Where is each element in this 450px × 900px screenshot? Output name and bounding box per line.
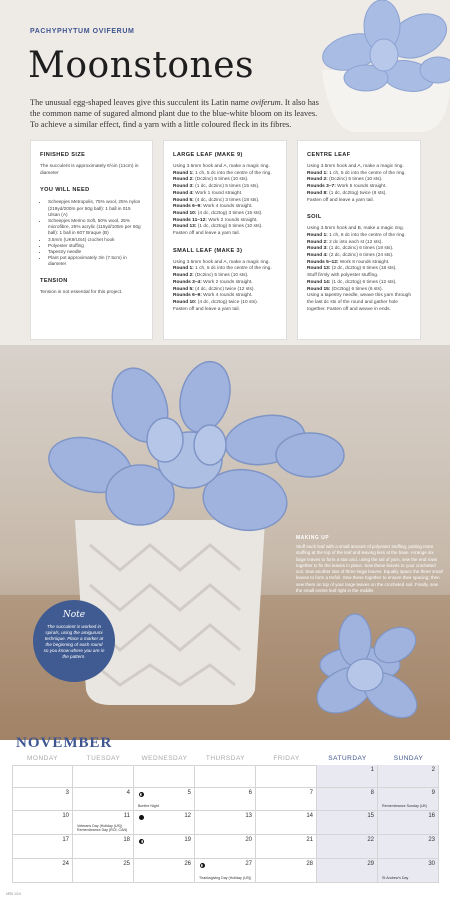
- calendar-event: Bonfire Night: [138, 804, 159, 808]
- full-moon-icon: [200, 863, 205, 868]
- day-number: 30: [428, 861, 435, 867]
- round-line: Round 14: (1 dc, dc2tog) 6 times (12 sts).: [307, 279, 397, 285]
- day-number: 4: [126, 790, 130, 796]
- round-line: Rounds 3–4: Work 2 rounds straight.: [173, 279, 253, 285]
- list-item: • Scheepjes Merino Soft, 50% wool, 25% microfibre, 25% acrylic (115yd/105m per 50g ball): 1 ball in 607 Braque (B): [48, 218, 143, 237]
- calendar-day-cell: [378, 765, 439, 788]
- calendar-day-cell: [12, 811, 73, 835]
- instruction-line: Using 3.5mm hook and A, make a magic ring.: [173, 259, 270, 265]
- calendar-day-cell: [378, 811, 439, 835]
- calendar-day-cell: [73, 811, 134, 835]
- small-leaf-heading: SMALL LEAF (MAKE 3): [173, 247, 243, 254]
- calendar: [0, 735, 450, 900]
- day-number: 12: [184, 813, 191, 819]
- calendar-day-cell: [378, 859, 439, 883]
- round-line: Round 10: (4 dc, dc2tog) twice (10 sts).: [173, 299, 259, 305]
- instruction-line: Using 3.5mm hook and A, make a magic ring.: [307, 164, 404, 169]
- round-line: Round 2: (Dc2inc) 5 times (10 sts).: [173, 273, 249, 279]
- note-title: Note: [62, 610, 86, 620]
- round-line: Round 4: Work 1 round straight.: [173, 190, 243, 196]
- weekday-header: WEDNESDAY: [141, 755, 188, 762]
- calendar-day-cell: [12, 859, 73, 883]
- day-number: 24: [62, 861, 69, 867]
- intro-paragraph: The unusual egg-shaped leaves give this succulent its Latin name oviferum. It also has the common name of sugared almond plant due to the blue-white bloom on its leaves. To achieve a similar effect, find a yarn with a little coloured fleck in its fibres.: [30, 98, 319, 130]
- day-number: 25: [123, 861, 130, 867]
- page-footer: NR0 1/24: [6, 892, 21, 896]
- day-number: 3: [65, 790, 69, 796]
- round-line: Round 2: (Dc2inc) 5 times (10 sts).: [307, 177, 383, 183]
- weekday-header: SATURDAY: [328, 755, 367, 762]
- instruction-line: Fasten off and leave a yarn tail.: [307, 197, 374, 203]
- making-up-text: Stuff each leaf with a small amount of polyester stuffing, putting more stuffing at the top of the leaf and leaving less at the base. Arrange six large leaves to form a star and, using the tail of yarn, sew the end rows together to fix the leaves in place. Sew these leaves to your crocheted soil. Sew another star of three large leaves. Equally space the three small leaves to form a trefoil. Sew these together to ensure their spacing; then sew them on top of your large leaves on the crocheted soil. Finally, sew the small centre leaf right in the middle.: [296, 544, 443, 594]
- last-quarter-moon-icon: [139, 792, 144, 797]
- calendar-day-cell: [256, 835, 317, 859]
- day-number: 27: [245, 861, 252, 867]
- round-line: Rounds 6–9: Work 4 rounds straight.: [173, 204, 253, 210]
- succulent-pot-image: [300, 0, 450, 135]
- materials-list: [40, 199, 143, 267]
- calendar-month: NOVEMBER: [16, 735, 113, 751]
- calendar-event: Veterans Day (Holiday (US)) Remembrance Day (ROI, CAN): [77, 824, 128, 832]
- species-name: PACHYPHYTUM OVIFERUM: [30, 28, 135, 35]
- round-line: Rounds 6–9: Work 4 rounds straight.: [173, 293, 253, 299]
- day-number: 8: [370, 790, 374, 796]
- finished-size-heading: FINISHED SIZE: [40, 152, 86, 158]
- centre-soil-card: [297, 140, 421, 340]
- making-up-heading: MAKING UP: [296, 535, 330, 541]
- day-number: 11: [123, 813, 130, 819]
- calendar-event: Remembrance Sunday (UK): [382, 804, 428, 808]
- day-number: 21: [306, 837, 313, 843]
- calendar-day-cell: [195, 835, 256, 859]
- note-badge: [33, 600, 115, 682]
- calendar-day-cell: [134, 835, 195, 859]
- round-line: Round 13: (2 dc, dc2tog) 6 times (18 sts).: [307, 266, 397, 272]
- round-line: Round 2: (Dc2inc) 5 times (10 sts).: [173, 177, 249, 183]
- tension-text: Tension is not essential for this project.: [40, 289, 123, 295]
- round-line: Round 2: 2 dc into each st (12 sts).: [307, 239, 383, 245]
- list-item: • Scheepjes Metropolis, 75% wool, 25% nylon (219yd/200m per 50g ball): 1 ball in 015 Ulsan (A): [48, 199, 143, 218]
- calendar-day-cell: [317, 811, 378, 835]
- calendar-day-cell: [195, 859, 256, 883]
- list-item: • 3.5mm (UK9/US4) crochet hook: [48, 237, 143, 243]
- day-number: 29: [367, 861, 374, 867]
- calendar-day-cell: [134, 788, 195, 811]
- first-quarter-moon-icon: [139, 839, 144, 844]
- list-item: • Plant pot approximately 3in (7.5cm) in diameter: [48, 255, 143, 267]
- note-text: The succulent is worked in spirals, using the amigurumi technique. Place a marker at the beginning of each round so you know where you are in the pattern.: [43, 624, 105, 659]
- round-line: Round 1: 1 ch, 6 dc into the centre of the ring.: [307, 232, 406, 238]
- instruction-line: Fasten off and leave a yarn tail.: [173, 231, 240, 237]
- round-line: Round 3: (1 dc, dc2inc) 5 times (15 sts).: [173, 184, 260, 190]
- day-number: 14: [306, 813, 313, 819]
- tension-heading: TENSION: [40, 277, 68, 284]
- round-line: Rounds 11–12: Work 2 rounds straight.: [173, 217, 258, 223]
- round-line: Rounds 3–7: Work 5 rounds straight.: [307, 184, 387, 190]
- day-number: 7: [309, 790, 313, 796]
- soil-heading: SOIL: [307, 214, 322, 221]
- day-number: 23: [428, 837, 435, 843]
- instruction-line: Using 3.5mm hook and B, make a magic ring.: [307, 226, 405, 232]
- instruction-line: Fasten off and leave a yarn tail.: [173, 306, 240, 312]
- calendar-day-cell: [256, 765, 317, 788]
- calendar-day-cell: [134, 859, 195, 883]
- calendar-day-cell: [195, 765, 256, 788]
- calendar-day-cell: [317, 765, 378, 788]
- finished-size-text: The succulent is approximately 6½in (11cm) in diameter: [40, 164, 139, 176]
- round-line: Round 5: (4 dc, dc2inc) twice (12 sts).: [173, 286, 255, 292]
- day-number: 28: [306, 861, 313, 867]
- calendar-day-cell: [256, 811, 317, 835]
- instruction-line: Using a tapestry needle, weave this yarn through the last dc sts of the round and gather hole together. Fasten off and weave in ends.: [307, 293, 411, 312]
- calendar-day-cell: [134, 811, 195, 835]
- making-up-section: [296, 535, 444, 594]
- centre-leaf-heading: CENTRE LEAF: [307, 152, 351, 158]
- instruction-line: Stuff firmly with polyester stuffing.: [307, 273, 379, 279]
- list-item: • Tapestry needle: [48, 249, 143, 255]
- instruction-line: Using 3.5mm hook and A, make a magic ring.: [173, 164, 270, 169]
- calendar-day-cell: [195, 811, 256, 835]
- round-line: Rounds 5–12: Work 8 rounds straight.: [307, 259, 390, 265]
- round-line: Round 15: (Dc2tog) 6 times (6 sts).: [307, 286, 383, 292]
- day-number: 16: [428, 813, 435, 819]
- day-number: 15: [367, 813, 374, 819]
- round-line: Round 4: (2 dc, dc2inc) 6 times (24 sts).: [307, 253, 394, 259]
- list-item: • Polyester stuffing: [48, 243, 143, 249]
- large-leaf-heading: LARGE LEAF (MAKE 9): [173, 152, 243, 158]
- calendar-event: Thanksgiving Day (Holiday (US)): [199, 876, 252, 880]
- leaf-instructions-card: [163, 140, 287, 340]
- calendar-day-cell: [317, 835, 378, 859]
- calendar-day-cell: [12, 788, 73, 811]
- day-number: 10: [62, 813, 69, 819]
- calendar-day-cell: [378, 835, 439, 859]
- calendar-day-cell: [12, 765, 73, 788]
- day-number: 22: [367, 837, 374, 843]
- weekday-header: SUNDAY: [393, 755, 424, 762]
- materials-card: [30, 140, 153, 340]
- day-number: 26: [184, 861, 191, 867]
- round-line: Round 8: (1 dc, dc2tog) twice (8 sts).: [307, 190, 387, 196]
- day-number: 2: [431, 767, 435, 773]
- calendar-day-cell: [73, 859, 134, 883]
- calendar-day-cell: [317, 859, 378, 883]
- page-title: Moonstones: [28, 45, 254, 86]
- calendar-day-cell: [12, 835, 73, 859]
- round-line: Round 3: (1 dc, dc2inc) 6 times (18 sts).: [307, 246, 394, 252]
- calendar-day-cell: [317, 788, 378, 811]
- round-line: Round 1: 1 ch, 5 dc into the centre of the ring.: [173, 170, 272, 176]
- day-number: 13: [245, 813, 252, 819]
- round-line: Round 1: 1 ch, 5 dc into the centre of the ring.: [173, 266, 272, 272]
- round-line: Round 13: (1 dc, dc2tog) 5 times (10 sts).: [173, 224, 263, 230]
- day-number: 17: [62, 837, 69, 843]
- calendar-day-cell: [256, 788, 317, 811]
- calendar-day-cell: [134, 765, 195, 788]
- day-number: 19: [184, 837, 191, 843]
- calendar-day-cell: [73, 765, 134, 788]
- round-line: Round 1: 1 ch, 5 dc into the centre of the ring.: [307, 170, 406, 176]
- new-moon-icon: [139, 815, 144, 820]
- calendar-day-cell: [195, 788, 256, 811]
- weekday-header: THURSDAY: [205, 755, 246, 762]
- day-number: 18: [123, 837, 130, 843]
- weekday-header: TUESDAY: [86, 755, 121, 762]
- round-line: Round 5: (4 dc, dc2inc) 3 times (18 sts).: [173, 197, 260, 203]
- day-number: 1: [370, 767, 374, 773]
- calendar-day-cell: [73, 788, 134, 811]
- calendar-day-cell: [378, 788, 439, 811]
- calendar-event: St Andrew's Day: [382, 876, 409, 880]
- day-number: 6: [248, 790, 252, 796]
- calendar-day-cell: [256, 859, 317, 883]
- weekday-header: MONDAY: [26, 755, 59, 762]
- calendar-day-cell: [73, 835, 134, 859]
- day-number: 5: [187, 790, 191, 796]
- round-line: Round 10: (4 dc, dc2tog) 3 times (15 sts).: [173, 210, 263, 216]
- day-number: 9: [431, 790, 435, 796]
- you-will-need-heading: YOU WILL NEED: [40, 187, 90, 194]
- weekday-header: FRIDAY: [273, 755, 300, 762]
- day-number: 20: [245, 837, 252, 843]
- pattern-header-section: [0, 0, 450, 345]
